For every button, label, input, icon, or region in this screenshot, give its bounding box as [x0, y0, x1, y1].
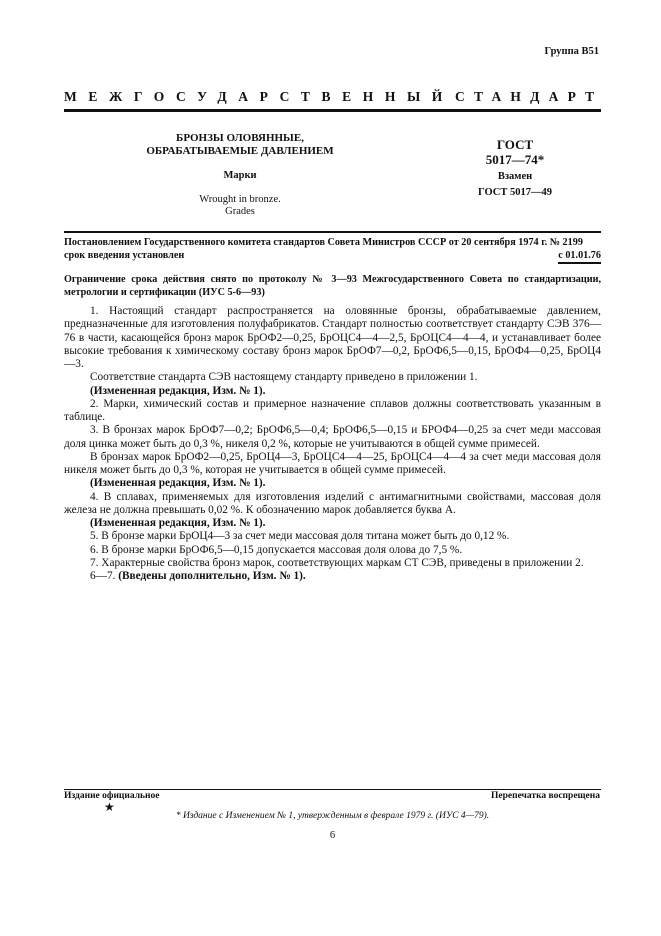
header-standard: СТАНДАРТ [455, 89, 604, 104]
paragraph [64, 371, 601, 384]
star-icon: ★ [104, 800, 115, 814]
paragraph [64, 530, 601, 543]
paragraph-text: Соответствие стандарта СЭВ настоящему стандарту приведено в приложении 1. [90, 371, 478, 384]
body-text [64, 305, 601, 583]
paragraph-text: 3. В бронзах марок БрОФ7—0,2; БрОФ6,5—0,4; БрОФ6,5—0,15 и БРОФ4—0,25 за счет меди массовая доля цинка может быть до 0,3 %, никеля 0,2 %, которые не учитываются в общей сумме примесей. [64, 424, 601, 450]
effective-date: с 01.01.76 [558, 250, 601, 265]
paragraph [64, 398, 601, 425]
paragraph [64, 491, 601, 518]
paragraph [64, 477, 601, 490]
footer-rule [64, 789, 601, 790]
group-code: Группа В51 [544, 46, 599, 57]
paragraph-text: 1. Настоящий стандарт распространяется на оловянные бронзы, обрабатываемые давлением, предназначенные для изготовления полуфабрикатов. Стандарт полностью соответствует стандарту СЭВ 376—76 в части, касающейся бронз марок БрОФ2—0,25, БрОЦС4—4—2,5, БрОЦС4—4—4, и устанавливает более высокие требования к химическому составу бронз марок БрОФ7—0,2, БрОФ6,5—0,15, БрОФ4—0,25, БрОЦ4—3. [64, 305, 601, 370]
footnote: * Издание с Изменением № 1, утвержденным в феврале 1979 г. (ИУС 4—79). [175, 811, 490, 821]
paragraph [64, 424, 601, 451]
decree [64, 237, 601, 264]
replaces-label: Взамен [497, 171, 533, 182]
amendment-note: (Введены дополнительно, Изм. № 1). [118, 570, 306, 582]
amendment-note: (Измененная редакция, Изм. № 1). [90, 384, 266, 397]
paragraph-text: 7. Характерные свойства бронз марок, соответствующих маркам СТ СЭВ, приведены в приложении 2. [90, 556, 584, 569]
paragraph [64, 557, 601, 570]
amendment-note: (Измененная редакция, Изм. № 1). [90, 477, 266, 490]
decree-line-2: срок введения установлен [64, 249, 185, 261]
english-title-2: Grades [225, 206, 255, 217]
paragraph-text: 5. В бронзе марки БрОЦ4—3 за счет меди массовая доля титана может быть до 0,12 %. [90, 530, 510, 543]
paragraph-text: В бронзах марок БрОФ2—0,25, БрОЦ4—3, БрОЦС4—4—25, БрОЦС4—4—4 за счет меди массовая доля никеля может быть до 0,3 %, которая не учитывается в общей сумме примесей. [64, 450, 601, 476]
paragraph-number: 6—7. [90, 570, 116, 582]
title-line-1: БРОНЗЫ ОЛОВЯННЫЕ, [176, 132, 304, 144]
title-block [120, 132, 360, 218]
restriction-note: Ограничение срока действия снято по протоколу № 3—93 Межгосударственного Совета по стандартизации, метрологии и сертификации (ИУС 5-6—93) [64, 274, 601, 298]
reprint-prohibited: Перепечатка воспрещена [490, 791, 600, 801]
paragraph-text: 2. Марки, химический состав и примерное назначение сплавов должны соответствовать указанным в таблице. [64, 397, 601, 423]
old-gost: ГОСТ 5017—49 [478, 187, 552, 198]
gost-block [450, 137, 580, 201]
paragraph [64, 385, 601, 398]
gost-number: 5017—74* [485, 152, 545, 167]
paragraph [64, 305, 601, 371]
gost-label: ГОСТ [496, 137, 534, 152]
header-interstate: МЕЖГОСУДАРСТВЕННЫЙ [64, 89, 454, 104]
paragraph [64, 451, 601, 478]
official-edition: Издание официальное [64, 791, 160, 801]
amendment-note: (Измененная редакция, Изм. № 1). [90, 517, 266, 529]
english-title-1: Wrought in bronze. [199, 194, 281, 205]
paragraph [64, 570, 601, 583]
paragraph-text: 4. В сплавах, применяемых для изготовления изделий с антимагнитными свойствами, массовая доля железа не должна превышать 0,02 %. К обозначению марок добавляется буква А. [64, 490, 601, 516]
subtitle: Марки [223, 170, 257, 181]
paragraph [64, 517, 601, 530]
header-rule [64, 109, 601, 112]
page-number: 6 [329, 830, 336, 841]
paragraph-text: 6. В бронзе марки БрОФ6,5—0,15 допускается массовая доля олова до 7,5 %. [90, 543, 463, 556]
title-line-2: ОБРАБАТЫВАЕМЫЕ ДАВЛЕНИЕМ [146, 145, 334, 157]
decree-rule [64, 231, 601, 233]
decree-line-1: Постановлением Государственного комитета стандартов Совета Министров СССР от 20 сентября 1974 г. № 2199 [64, 237, 583, 248]
paragraph [64, 544, 601, 557]
